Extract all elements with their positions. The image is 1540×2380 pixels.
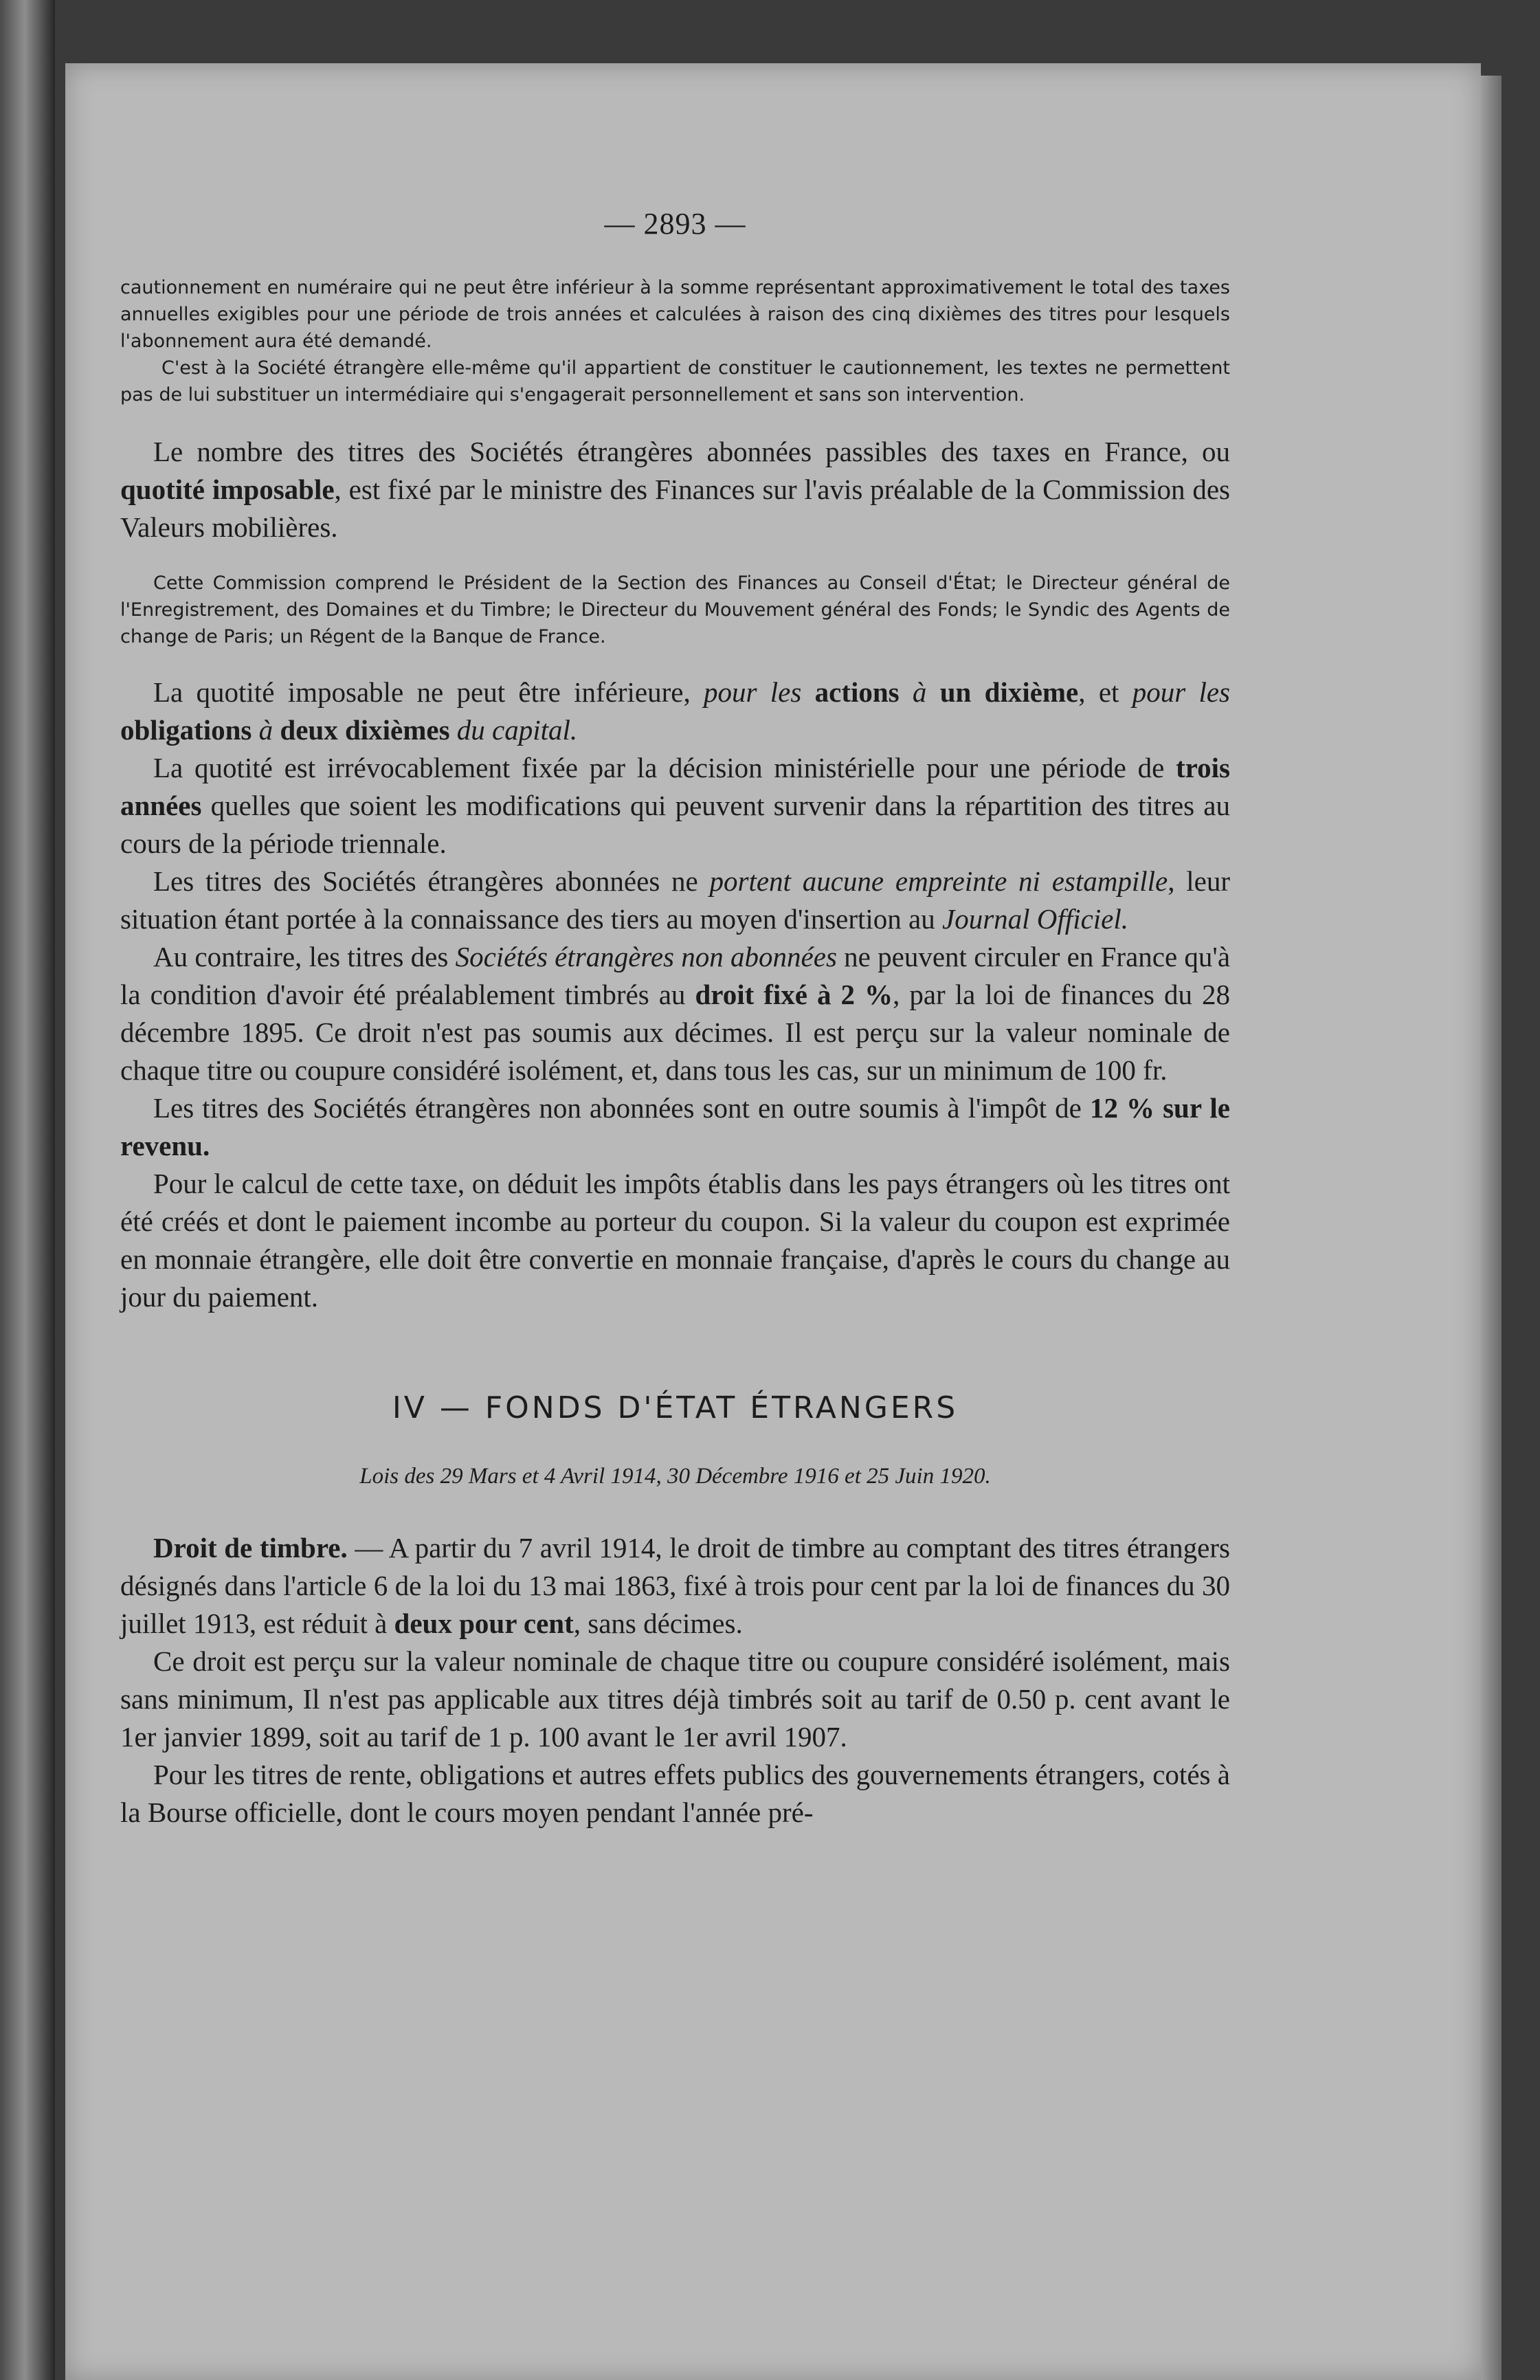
page-content — [120, 206, 1230, 1832]
footnote-block — [120, 274, 1230, 408]
paragraph-non-abonnees: Au contraire, les titres des Sociétés étrangères non abonnées ne peuvent circuler en France qu'à la condition d'avoir été préalablement timbrés au droit fixé à 2 %, par la loi de finances du 28 décembre 1895. Ce droit n'est pas soumis aux décimes. Il est perçu sur la valeur nominale de chaque titre ou coupure considéré isolément, et, dans tous les cas, sur un minimum de 100 fr. — [120, 941, 1231, 1086]
adjacent-page-edge — [0, 0, 55, 2380]
paragraph-calcul-taxe: Pour le calcul de cette taxe, on déduit les impôts établis dans les pays étrangers où les titres ont été créés et dont le paiement incombe au porteur du coupon. Si la valeur du coupon est exprimée en monnaie étrangère, elle doit être convertie en monnaie française, d'après le cours du change au jour du paiement. — [120, 1168, 1230, 1313]
note-cautionnement: cautionnement en numéraire qui ne peut être inférieur à la somme représentant approximativement le total des taxes annuelles exigibles pour une période de trois années et calculées à raison des cinq dixièmes des titres pour lesquels l'abonnement aura été demandé. — [120, 277, 1230, 352]
paragraph-impot-revenu: Les titres des Sociétés étrangères non abonnées sont en outre soumis à l'impôt de 12 % sur le revenu. — [120, 1092, 1230, 1161]
paragraph-empreinte: Les titres des Sociétés étrangères abonnées ne portent aucune empreinte ni estampille, leur situation étant portée à la connaissance des tiers au moyen d'insertion au Journal Officiel. — [120, 865, 1231, 935]
paragraph-valeur-nominale: Ce droit est perçu sur la valeur nominale de chaque titre ou coupure considéré isolément, mais sans minimum, Il n'est pas applicable aux titres déjà timbrés soit au tarif de 0.50 p. cent avant le 1er janvier 1899, soit au tarif de 1 p. 100 avant le 1er avril 1907. — [120, 1645, 1230, 1753]
paragraph-titres-rente: Pour les titres de rente, obligations et autres effets publics des gouvernements étrangers, cotés à la Bourse officielle, dont le cours moyen pendant l'année pré- — [120, 1759, 1230, 1828]
note-societe: C'est à la Société étrangère elle-même qu'il appartient de constituer le cautionnement, les textes ne permettent pas de lui substituer un intermédiaire qui s'engagerait personnellement et sans son intervention. — [120, 357, 1230, 405]
paragraph-irrevocable: La quotité est irrévocablement fixée par la décision ministérielle pour une période de trois années quelles que soient les modifications qui peuvent survenir dans la répartition des titres au cours de la période triennale. — [120, 752, 1230, 859]
paragraph-quotite-minimum: La quotité imposable ne peut être inférieure, pour les actions à un dixième, et pour les obligations à deux dixièmes du capital. — [120, 676, 1230, 746]
section-title: IV — FONDS D'ÉTAT ÉTRANGERS — [392, 1390, 959, 1425]
note-commission: Cette Commission comprend le Président de la Section des Finances au Conseil d'État; le Directeur général de l'Enregistrement, des Domaines et du Timbre; le Directeur du Mouvement général des Fonds; le Syndic des Agents de change de Paris; un Régent de la Banque de France. — [120, 572, 1230, 647]
page-number: — 2893 — — [604, 207, 746, 241]
paragraph-quotite: Le nombre des titres des Sociétés étrangères abonnées passibles des taxes en France, ou quotité imposable, est fixé par le ministre des Finances sur l'avis préalable de la Commission des Valeurs mobilières. — [120, 436, 1230, 543]
paragraph-droit-timbre: Droit de timbre. — A partir du 7 avril 1914, le droit de timbre au comptant des titres étrangers désignés dans l'article 6 de la loi du 13 mai 1863, fixé à trois pour cent par la loi de finances du 30 juillet 1913, est réduit à deux pour cent, sans décimes. — [120, 1532, 1230, 1639]
section-subtitle: Lois des 29 Mars et 4 Avril 1914, 30 Décembre 1916 et 25 Juin 1920. — [359, 1464, 991, 1489]
page-right-edge — [1481, 76, 1502, 2380]
